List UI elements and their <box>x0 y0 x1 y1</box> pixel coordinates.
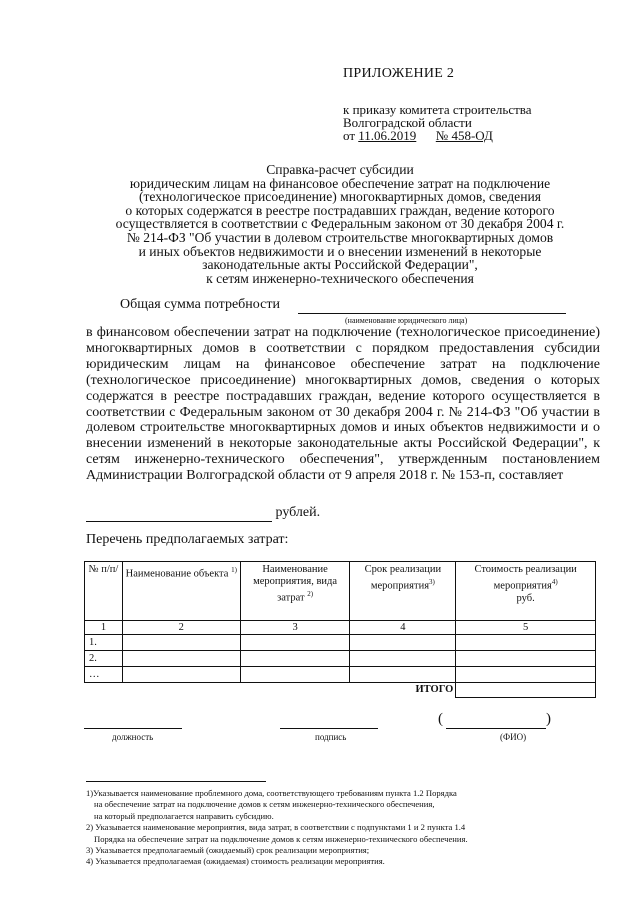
table-cell[interactable] <box>122 651 240 667</box>
table-cell[interactable] <box>350 651 456 667</box>
table-cell[interactable] <box>240 667 350 683</box>
table-cell[interactable] <box>240 651 350 667</box>
column-number: 2 <box>122 621 240 635</box>
total-value-cell[interactable] <box>456 683 596 698</box>
row-number: 1. <box>85 635 123 651</box>
order-date: 11.06.2019 <box>358 128 417 143</box>
table-row <box>85 667 596 683</box>
title-line: № 214-ФЗ "Об участии в долевом строительстве многоквартирных домов <box>126 229 554 245</box>
title-line: (технологическое присоединение) многоквартирных домов, сведения <box>138 189 542 205</box>
table-header-row <box>85 562 596 621</box>
table-cell[interactable] <box>240 635 350 651</box>
header-cell: Наименование мероприятия, вида затрат $^{2)}$ <box>240 562 350 621</box>
table-cell[interactable] <box>456 667 596 683</box>
total-amount-line <box>86 505 320 522</box>
rubles-label: рублей. <box>275 505 321 520</box>
title-line: юридическим лицам на финансовое обеспечение затрат на подключение <box>129 175 551 191</box>
name-caption: (ФИО) <box>500 732 527 742</box>
table-cell[interactable] <box>456 635 596 651</box>
costs-list-title: Перечень предполагаемых затрат: <box>86 532 289 547</box>
appendix-title: ПРИЛОЖЕНИЕ 2 <box>343 66 455 81</box>
header-cell: Срок реализации мероприятия$^{3)}$ <box>350 562 456 621</box>
footnote-2: 2) Указывается наименование мероприятия, вида затрат, в соответствии с подпунктами 1 и 2 пункта 1.4 <box>86 822 466 833</box>
order-reference <box>343 103 532 142</box>
header-cell: № п/п/ <box>85 562 123 621</box>
table-row <box>85 651 596 667</box>
legal-entity-note: (наименование юридического лица) <box>345 316 468 325</box>
document-title <box>80 163 600 285</box>
name-open-paren: ( <box>438 711 443 727</box>
order-line-3 <box>343 129 532 142</box>
footnote-2-cont: Порядка на обеспечение затрат на подключение домов к сетям инженерно-технического обеспечения. <box>94 833 468 844</box>
amount-blank[interactable] <box>86 505 272 522</box>
signature-caption: подпись <box>315 732 347 742</box>
table-cell[interactable] <box>350 667 456 683</box>
column-number: 5 <box>456 621 596 635</box>
total-row <box>85 683 596 698</box>
row-number: … <box>85 667 123 683</box>
table-cell[interactable] <box>122 667 240 683</box>
footnote-1-cont: на обеспечение затрат на подключение домов к сетям инженерно-технического обеспечения, <box>94 799 435 810</box>
title-line: о которых содержатся в реестре пострадавших граждан, ведение которого <box>125 202 555 218</box>
order-number: № 458-ОД <box>435 128 493 143</box>
footnote-3: 3) Указывается предполагаемый (ожидаемый) срок реализации мероприятия; <box>86 845 370 856</box>
body-text: в финансовом обеспечении затрат на подключение (технологическое присоединение) многоквартирных домов в соответствии с порядком предоставления субсидии юридическим лицам на финансовое обеспечение затрат на подключение (технологическое присоединение) многоквартирных домов, сведения о которых содержатся в реестре пострадавших граждан, ведение которого осуществляется в соответствии с Федеральным законом от 30 декабря 2004 г. № 214-ФЗ "Об участии в долевом строительстве многоквартирных домов и иных объектов недвижимости и о внесении изменений в некоторые законодательные акты Российской Федерации", к сетям инженерно-технического обеспечения", утвержденным постановлением Администрации Волгоградской области от 9 апреля 2018 г. № 153-п, составляет <box>86 325 600 484</box>
title-line: осуществляется в соответствии с Федеральным законом от 30 декабря 2004 г. <box>115 216 565 232</box>
footnote-divider <box>86 781 266 782</box>
column-number: 4 <box>350 621 456 635</box>
sum-label: Общая сумма потребности <box>120 297 280 312</box>
header-cell: Стоимость реализации мероприятия$^{4)}$ руб. <box>456 562 596 621</box>
order-line-2: Волгоградской области <box>343 115 472 130</box>
signature-line[interactable] <box>280 728 378 729</box>
table-cell[interactable] <box>122 635 240 651</box>
body-paragraph <box>86 325 600 484</box>
order-from: от <box>343 128 356 143</box>
costs-table <box>84 561 596 698</box>
footnotes <box>86 788 602 868</box>
row-number: 2. <box>85 651 123 667</box>
position-caption: должность <box>112 732 154 742</box>
column-number: 3 <box>240 621 350 635</box>
order-line-1: к приказу комитета строительства <box>343 102 532 117</box>
legal-entity-blank[interactable] <box>298 313 566 314</box>
title-line: к сетям инженерно-технического обеспечения <box>206 270 474 286</box>
title-line: и иных объектов недвижимости и о внесении изменений в некоторые <box>138 243 542 259</box>
table-cell[interactable] <box>456 651 596 667</box>
footnote-4: 4) Указывается предполагаемая (ожидаемая) стоимость реализации мероприятия. <box>86 856 385 867</box>
title-line: Справка-расчет субсидии <box>266 162 414 177</box>
name-line[interactable] <box>446 728 546 729</box>
table-cell[interactable] <box>350 635 456 651</box>
column-number-row <box>85 621 596 635</box>
name-close-paren: ) <box>546 711 551 727</box>
title-line: законодательные акты Российской Федерации", <box>202 257 478 273</box>
table-row <box>85 635 596 651</box>
position-line[interactable] <box>84 728 182 729</box>
total-label: ИТОГО <box>350 683 456 698</box>
footnote-1-cont: на который предполагается направить субсидию. <box>94 810 274 821</box>
header-cell: Наименование объекта $^{1)}$ <box>122 562 240 621</box>
column-number: 1 <box>85 621 123 635</box>
footnote-1: 1)Указывается наименование проблемного дома, соответствующего требованиям пункта 1.2 Порядка <box>86 788 457 798</box>
